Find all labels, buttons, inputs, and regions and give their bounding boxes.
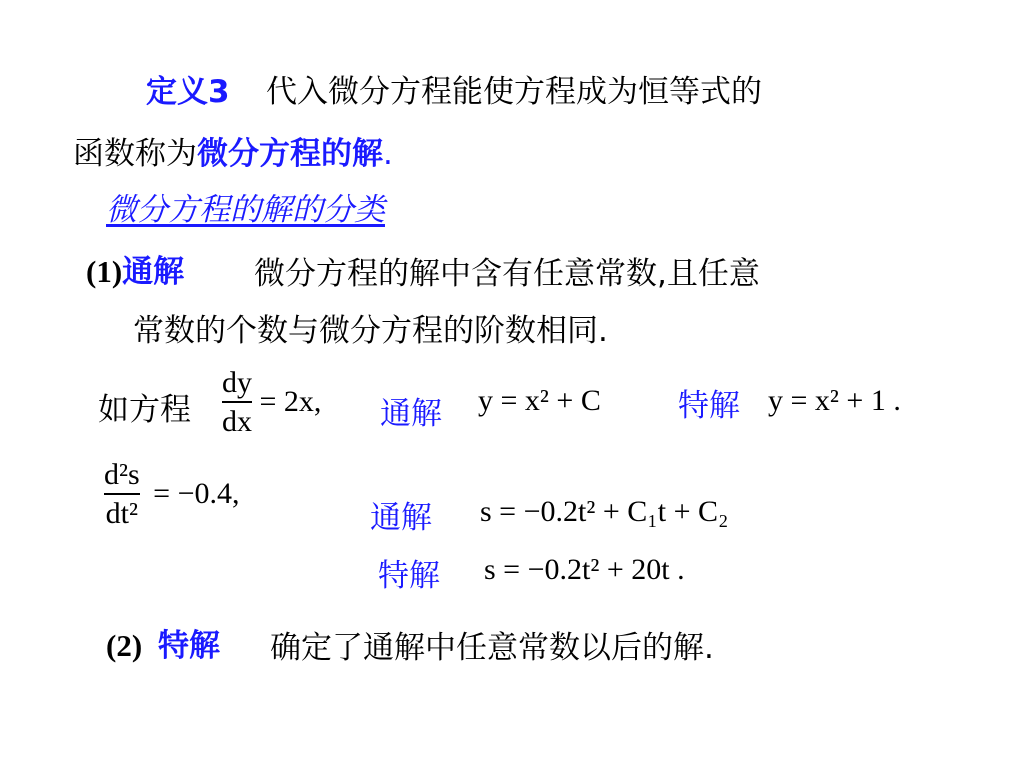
example1-equation [222, 366, 321, 438]
example1-particular-label: 特解 [678, 388, 740, 424]
item1-term: 通解 [122, 254, 185, 290]
example1-particular-eq: y = x² + 1 . [768, 384, 901, 417]
definition-period: . [383, 136, 393, 172]
example1-prefix: 如方程 [98, 392, 191, 428]
example1-fraction [222, 366, 252, 438]
definition-text-line2 [73, 128, 393, 173]
example2-frac-bar [104, 493, 140, 495]
example2-frac-num: d²s [104, 458, 140, 491]
example1-frac-den: dx [222, 405, 252, 438]
example2-general-label: 通解 [370, 500, 432, 536]
example2-equation [104, 458, 240, 530]
item2-number: (2) [106, 628, 143, 663]
definition-text-prefix: 函数称为 [73, 136, 197, 172]
example1-general-label: 通解 [380, 396, 442, 432]
item1-text-line1: 微分方程的解中含有任意常数,且任意 [254, 256, 760, 292]
item1-line1 [86, 246, 184, 291]
definition-label: 定义3 [146, 74, 230, 110]
item2-term: 特解 [158, 628, 221, 664]
item2-line [106, 620, 220, 665]
example1-rhs: = 2x, [259, 385, 322, 418]
example2-frac-den: dt² [105, 497, 138, 530]
example2-general-eq: s = −0.2t² + C₁t + C₂ [480, 495, 729, 528]
example1-frac-num: dy [222, 366, 252, 399]
example2-particular-label: 特解 [378, 558, 440, 594]
classification-title: 微分方程的解的分类 [106, 192, 385, 228]
definition-text-line1: 代入微分方程能使方程成为恒等式的 [266, 74, 762, 110]
example1-frac-bar [222, 401, 252, 403]
example2-particular-eq: s = −0.2t² + 20t . [484, 553, 685, 586]
definition-term: 微分方程的解 [197, 136, 383, 172]
item1-number: (1) [86, 254, 123, 289]
example2-rhs: = −0.4, [153, 477, 240, 510]
item1-text-line2: 常数的个数与微分方程的阶数相同. [133, 313, 608, 349]
item2-text: 确定了通解中任意常数以后的解. [270, 630, 714, 666]
example1-general-eq: y = x² + C [478, 384, 601, 417]
example2-fraction [104, 458, 140, 530]
